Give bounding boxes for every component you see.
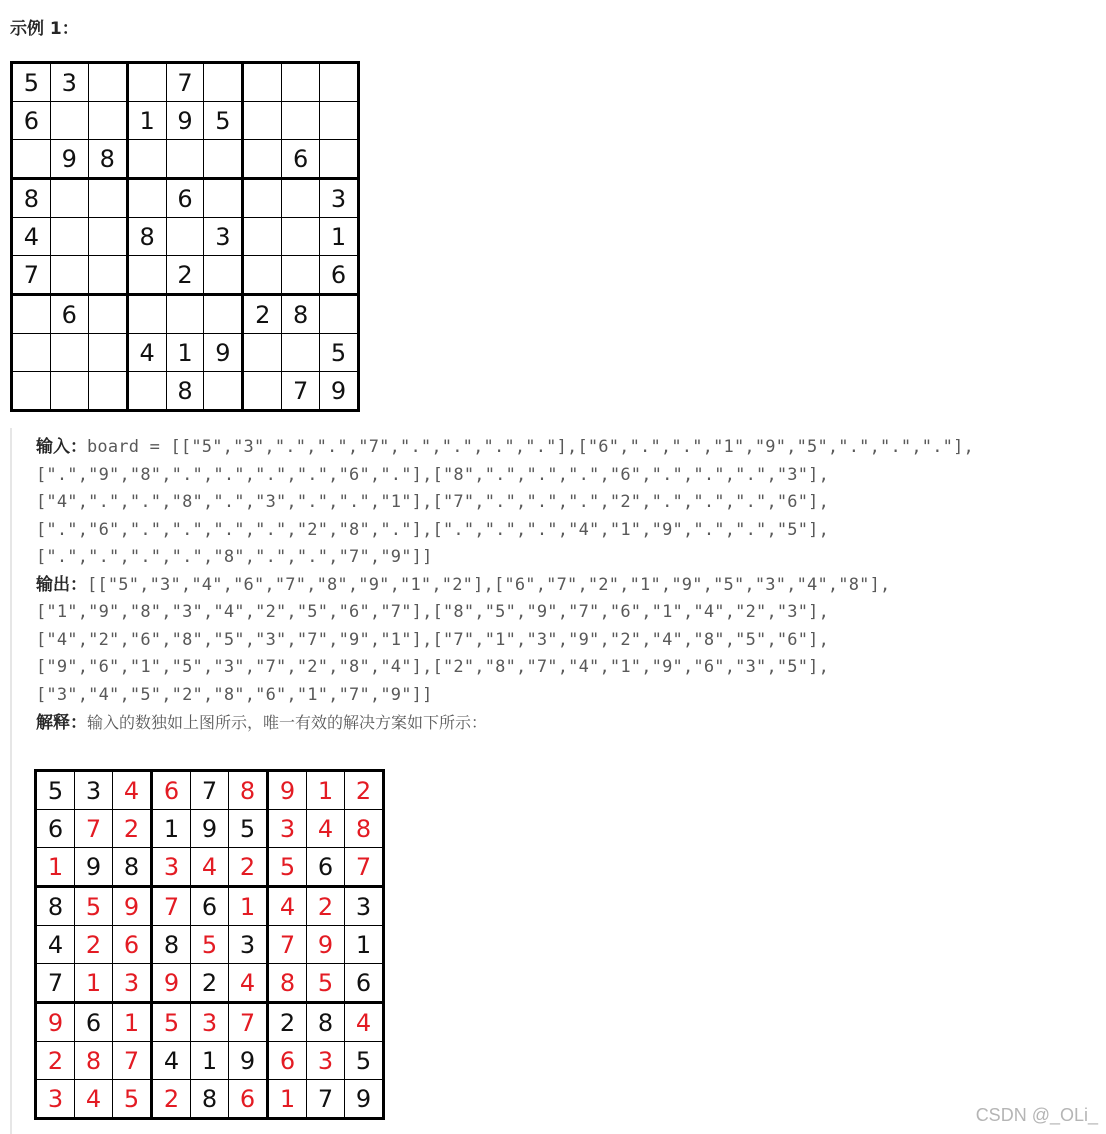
sudoku-cell [13,140,50,177]
sudoku-cell: 4 [269,888,306,925]
input-line-3 [36,489,1104,517]
sudoku-cell: 3 [345,888,382,925]
sudoku-cell: 8 [269,964,306,1001]
sudoku-cell: 8 [167,372,204,409]
sudoku-cell: 5 [13,64,50,101]
sudoku-cell [167,140,204,177]
sudoku-cell: 6 [191,888,228,925]
sudoku-cell: 5 [229,810,266,847]
sudoku-cell [129,180,166,217]
sudoku-cell [129,372,166,409]
sudoku-cell: 1 [269,1080,306,1117]
output-code-line: ["9","6","1","5","3","7","2","8","4"],["2","8","7","4","1","9","6","3","5"], [36,657,830,677]
input-code-line: board = [["5","3",".",".","7",".",".",".","."],["6",".",".","1","9","5",".",".","."], [87,437,974,457]
sudoku-cell [129,256,166,293]
sudoku-cell: 2 [229,848,266,885]
sudoku-cell: 2 [191,964,228,1001]
sudoku-cell: 2 [113,810,150,847]
sudoku-cell: 2 [37,1042,74,1079]
sudoku-cell: 6 [51,296,88,333]
sudoku-cell: 1 [37,848,74,885]
sudoku-cell [51,180,88,217]
sudoku-cell [167,296,204,333]
output-code-line: ["3","4","5","2","8","6","1","7","9"]] [36,684,433,705]
sudoku-cell [320,64,357,101]
sudoku-cell: 5 [153,1004,190,1041]
sudoku-cell: 9 [75,848,112,885]
sudoku-cell: 9 [153,964,190,1001]
sudoku-cell [320,140,357,177]
sudoku-cell: 5 [191,926,228,963]
sudoku-cell: 9 [113,888,150,925]
sudoku-cell: 7 [153,888,190,925]
sudoku-solution-board [34,769,385,1120]
sudoku-cell [282,218,319,255]
sudoku-cell: 6 [153,772,190,809]
sudoku-cell: 9 [167,102,204,139]
example-block [36,434,1104,737]
sudoku-cell: 2 [244,296,281,333]
sudoku-cell: 4 [229,964,266,1001]
sudoku-cell [204,296,241,333]
sudoku-cell: 4 [75,1080,112,1117]
sudoku-cell [89,218,126,255]
output-line-5 [36,682,1104,710]
input-label: 输入： [36,437,87,457]
sudoku-cell [129,140,166,177]
sudoku-cell: 7 [269,926,306,963]
sudoku-cell: 7 [37,964,74,1001]
sudoku-cell: 9 [307,926,344,963]
sudoku-cell: 4 [37,926,74,963]
sudoku-cell: 3 [204,218,241,255]
sudoku-cell [204,256,241,293]
sudoku-cell [51,102,88,139]
sudoku-cell [129,296,166,333]
sudoku-cell: 3 [51,64,88,101]
sudoku-cell: 5 [269,848,306,885]
sudoku-cell: 8 [345,810,382,847]
sudoku-cell: 7 [75,810,112,847]
explanation-line [36,709,1104,737]
sudoku-cell: 1 [113,1004,150,1041]
sudoku-cell: 5 [204,102,241,139]
sudoku-cell: 8 [191,1080,228,1117]
sudoku-cell [51,334,88,371]
sudoku-cell [129,64,166,101]
output-line-2 [36,599,1104,627]
sudoku-cell [282,102,319,139]
sudoku-cell: 5 [113,1080,150,1117]
explanation-label: 解释： [36,713,87,733]
sudoku-cell [204,64,241,101]
sudoku-cell [320,102,357,139]
explanation-text: 输入的数独如上图所示，唯一有效的解决方案如下所示： [87,713,488,732]
sudoku-cell: 8 [113,848,150,885]
sudoku-cell: 7 [229,1004,266,1041]
sudoku-cell [244,256,281,293]
sudoku-cell: 1 [167,334,204,371]
sudoku-cell: 6 [167,180,204,217]
sudoku-cell: 3 [113,964,150,1001]
sudoku-cell: 8 [307,1004,344,1041]
sudoku-cell: 3 [153,848,190,885]
sudoku-cell: 1 [75,964,112,1001]
sudoku-cell [320,296,357,333]
sudoku-cell [89,102,126,139]
output-line-4 [36,654,1104,682]
sudoku-cell: 6 [75,1004,112,1041]
sudoku-cell [204,180,241,217]
sudoku-cell [244,372,281,409]
sudoku-cell: 8 [153,926,190,963]
sudoku-cell [244,140,281,177]
input-line-2 [36,462,1104,490]
sudoku-cell: 9 [191,810,228,847]
sudoku-cell [51,218,88,255]
sudoku-cell: 4 [153,1042,190,1079]
sudoku-cell [282,256,319,293]
sudoku-cell [89,334,126,371]
sudoku-cell: 1 [229,888,266,925]
sudoku-cell [204,140,241,177]
output-label: 输出： [36,574,87,595]
sudoku-cell: 6 [282,140,319,177]
sudoku-puzzle-board [10,61,360,412]
sudoku-cell [13,296,50,333]
sudoku-cell: 7 [167,64,204,101]
input-code-line: [".","6",".",".",".",".","2","8","."],[".",".",".","4","1","9",".",".","5"], [36,519,830,540]
sudoku-cell: 1 [320,218,357,255]
sudoku-cell [244,64,281,101]
sudoku-cell: 5 [320,334,357,371]
sudoku-cell: 8 [129,218,166,255]
sudoku-cell [89,296,126,333]
sudoku-cell: 1 [153,810,190,847]
output-code-line: ["1","9","8","3","4","2","5","6","7"],["8","5","9","7","6","1","4","2","3"], [36,602,830,622]
sudoku-cell [51,256,88,293]
sudoku-cell: 9 [269,772,306,809]
sudoku-cell: 6 [37,810,74,847]
sudoku-cell [244,180,281,217]
sudoku-cell: 3 [229,926,266,963]
sudoku-cell: 9 [320,372,357,409]
sudoku-cell: 3 [320,180,357,217]
sudoku-cell: 7 [307,1080,344,1117]
sudoku-cell [13,372,50,409]
sudoku-cell: 5 [345,1042,382,1079]
sudoku-cell: 6 [229,1080,266,1117]
sudoku-cell: 9 [204,334,241,371]
sudoku-cell: 6 [13,102,50,139]
output-line-1 [36,572,1104,600]
sudoku-cell: 3 [37,1080,74,1117]
sudoku-cell: 3 [307,1042,344,1079]
input-code-line: [".","9","8",".",".",".",".","6","."],["8",".",".",".","6",".",".",".","3"], [36,464,830,485]
sudoku-cell: 2 [269,1004,306,1041]
sudoku-cell: 8 [37,888,74,925]
sudoku-cell: 7 [282,372,319,409]
output-code-line: [["5","3","4","6","7","8","9","1","2"],["6","7","2","1","9","5","3","4","8"], [87,574,891,595]
sudoku-cell: 8 [229,772,266,809]
sudoku-cell: 1 [129,102,166,139]
input-line-5 [36,544,1104,572]
sudoku-cell [167,218,204,255]
sudoku-cell: 8 [13,180,50,217]
blockquote-bar [10,428,12,1134]
sudoku-cell [244,102,281,139]
sudoku-cell [13,334,50,371]
sudoku-cell: 4 [345,1004,382,1041]
sudoku-cell: 2 [75,926,112,963]
sudoku-cell [282,64,319,101]
example-heading: 示例 1： [10,19,79,39]
sudoku-cell: 7 [113,1042,150,1079]
sudoku-cell [89,372,126,409]
sudoku-cell: 7 [191,772,228,809]
input-code-line: ["4",".",".","8",".","3",".",".","1"],["7",".",".",".","2",".",".",".","6"], [36,492,830,512]
input-line-4 [36,517,1104,545]
input-code-line: [".",".",".",".","8",".",".","7","9"]] [36,547,433,567]
sudoku-cell: 9 [51,140,88,177]
sudoku-cell: 7 [13,256,50,293]
sudoku-cell: 6 [269,1042,306,1079]
sudoku-cell: 5 [75,888,112,925]
sudoku-cell: 1 [307,772,344,809]
sudoku-cell: 6 [307,848,344,885]
output-code-line: ["4","2","6","8","5","3","7","9","1"],["7","1","3","9","2","4","8","5","6"], [36,629,830,650]
sudoku-cell: 1 [191,1042,228,1079]
sudoku-cell: 3 [75,772,112,809]
sudoku-cell: 4 [13,218,50,255]
sudoku-cell: 3 [191,1004,228,1041]
output-line-3 [36,627,1104,655]
sudoku-cell: 6 [345,964,382,1001]
sudoku-cell [204,372,241,409]
sudoku-cell: 5 [307,964,344,1001]
sudoku-cell: 6 [113,926,150,963]
sudoku-cell [89,64,126,101]
sudoku-cell: 4 [191,848,228,885]
sudoku-cell [282,180,319,217]
sudoku-cell: 2 [345,772,382,809]
sudoku-cell [282,334,319,371]
watermark: CSDN @_OLi_ [975,1105,1098,1125]
sudoku-cell: 7 [345,848,382,885]
sudoku-cell [89,256,126,293]
sudoku-cell: 4 [129,334,166,371]
input-line-1 [36,434,1104,462]
sudoku-cell: 9 [345,1080,382,1117]
sudoku-cell: 2 [167,256,204,293]
sudoku-cell: 8 [75,1042,112,1079]
sudoku-cell: 9 [229,1042,266,1079]
sudoku-cell: 4 [113,772,150,809]
sudoku-cell [244,334,281,371]
sudoku-cell: 2 [307,888,344,925]
sudoku-cell: 3 [269,810,306,847]
sudoku-cell: 1 [345,926,382,963]
sudoku-cell: 8 [282,296,319,333]
sudoku-cell: 5 [37,772,74,809]
sudoku-cell: 4 [307,810,344,847]
sudoku-cell [89,180,126,217]
sudoku-cell [244,218,281,255]
sudoku-cell [51,372,88,409]
sudoku-cell: 8 [89,140,126,177]
sudoku-cell: 6 [320,256,357,293]
sudoku-cell: 9 [37,1004,74,1041]
sudoku-cell: 2 [153,1080,190,1117]
